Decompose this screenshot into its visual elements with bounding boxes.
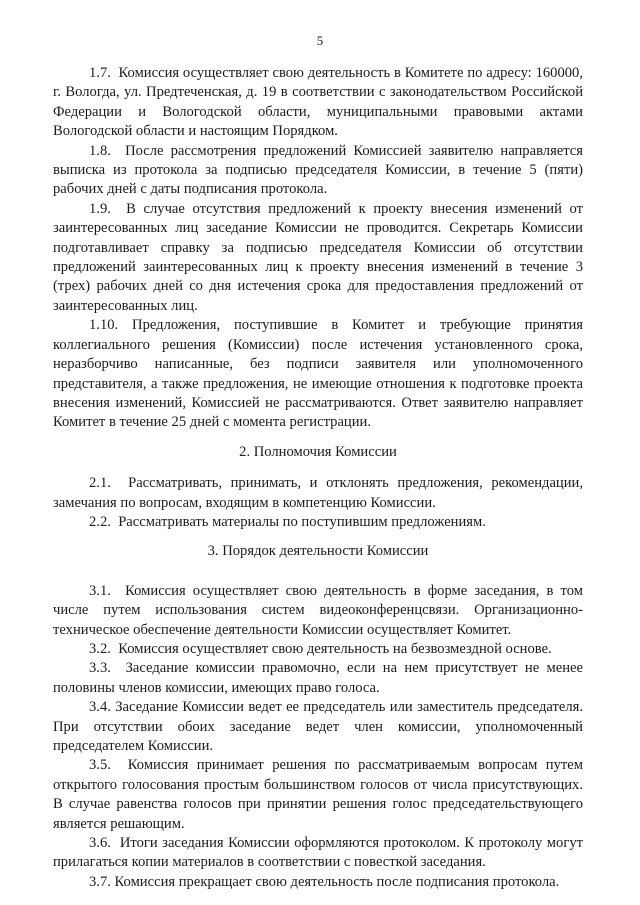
paragraph-2-2: 2.2. Рассматривать материалы по поступившим предложениям. xyxy=(89,513,486,530)
section-3-heading: 3. Порядок деятельности Комиссии xyxy=(207,543,429,560)
page-number: 5 xyxy=(316,33,324,48)
paragraph-3-1: 3.1. Комиссия осуществляет свою деятельность в форме заседания, в том числе путем использования систем видеоконференцсвязи. Организационно-техническое обеспечение деятельности Комиссии осуществляет Комитет. xyxy=(53,582,583,638)
document-body xyxy=(53,64,583,892)
paragraph-3-5: 3.5. Комиссия принимает решения по рассматриваемым вопросам путем открытого голосования простым большинством голосов от числа присутствующих. В случае равенства голосов при принятии решения голос председательствующего является решающим. xyxy=(53,757,583,832)
section-2-heading: 2. Полномочия Комиссии xyxy=(239,443,397,460)
paragraph-1-7: 1.7. Комиссия осуществляет свою деятельность в Комитете по адресу: 160000, г. Вологда, ул. Предтеченская, д. 19 в соответствии с законодательством Российской Федерации и Вологодской области, муниципальными правовыми актами Вологодской области и настоящим Порядком. xyxy=(53,65,583,140)
paragraph-3-7: 3.7. Комиссия прекращает свою деятельность после подписания протокола. xyxy=(89,873,560,890)
paragraph-3-3: 3.3. Заседание комиссии правомочно, если на нем присутствует не менее половины членов комиссии, имеющих право голоса. xyxy=(53,660,583,696)
paragraph-3-2: 3.2. Комиссия осуществляет свою деятельность на безвозмездной основе. xyxy=(89,640,552,657)
paragraph-1-8: 1.8. После рассмотрения предложений Комиссией заявителю направляется выписка из протокола за подписью председателя Комиссии, в течение 5 (пяти) рабочих дней с даты подписания протокола. xyxy=(53,142,583,198)
paragraph-2-1: 2.1. Рассматривать, принимать, и отклонять предложения, рекомендации, замечания по вопросам, входящим в компетенцию Комиссии. xyxy=(53,475,583,511)
paragraph-3-6: 3.6. Итоги заседания Комиссии оформляются протоколом. К протоколу могут прилагаться копии материалов в соответствии с повесткой заседания. xyxy=(53,835,583,871)
paragraph-3-4: 3.4. Заседание Комиссии ведет ее председатель или заместитель председателя. При отсутствии обоих заседание ведет член комиссии, уполномоченный председателем Комиссии. xyxy=(53,699,583,754)
paragraph-1-10: 1.10. Предложения, поступившие в Комитет и требующие принятия коллегиального решения (Комиссии) после истечения установленного срока, неразборчиво написанные, без подписи заявителя или уполномоченного представителя, а также предложения, не имеющие отношения к подготовке проекта внесения изменений, Комиссией не рассматриваются. Ответ заявителю направляет Комитет в течение 25 дней с момента регистрации. xyxy=(53,317,583,431)
paragraph-1-9: 1.9. В случае отсутствия предложений к проекту внесения изменений от заинтересованных лиц заседание Комиссии не проводится. Секретарь Комиссии подготавливает справку за подписью председателя Комиссии об отсутствии предложений заинтересованных лиц к проекту внесения изменений в течение 3 (трех) рабочих дней со дня истечения срока для предоставления предложений от заинтересованных лиц. xyxy=(53,200,583,314)
